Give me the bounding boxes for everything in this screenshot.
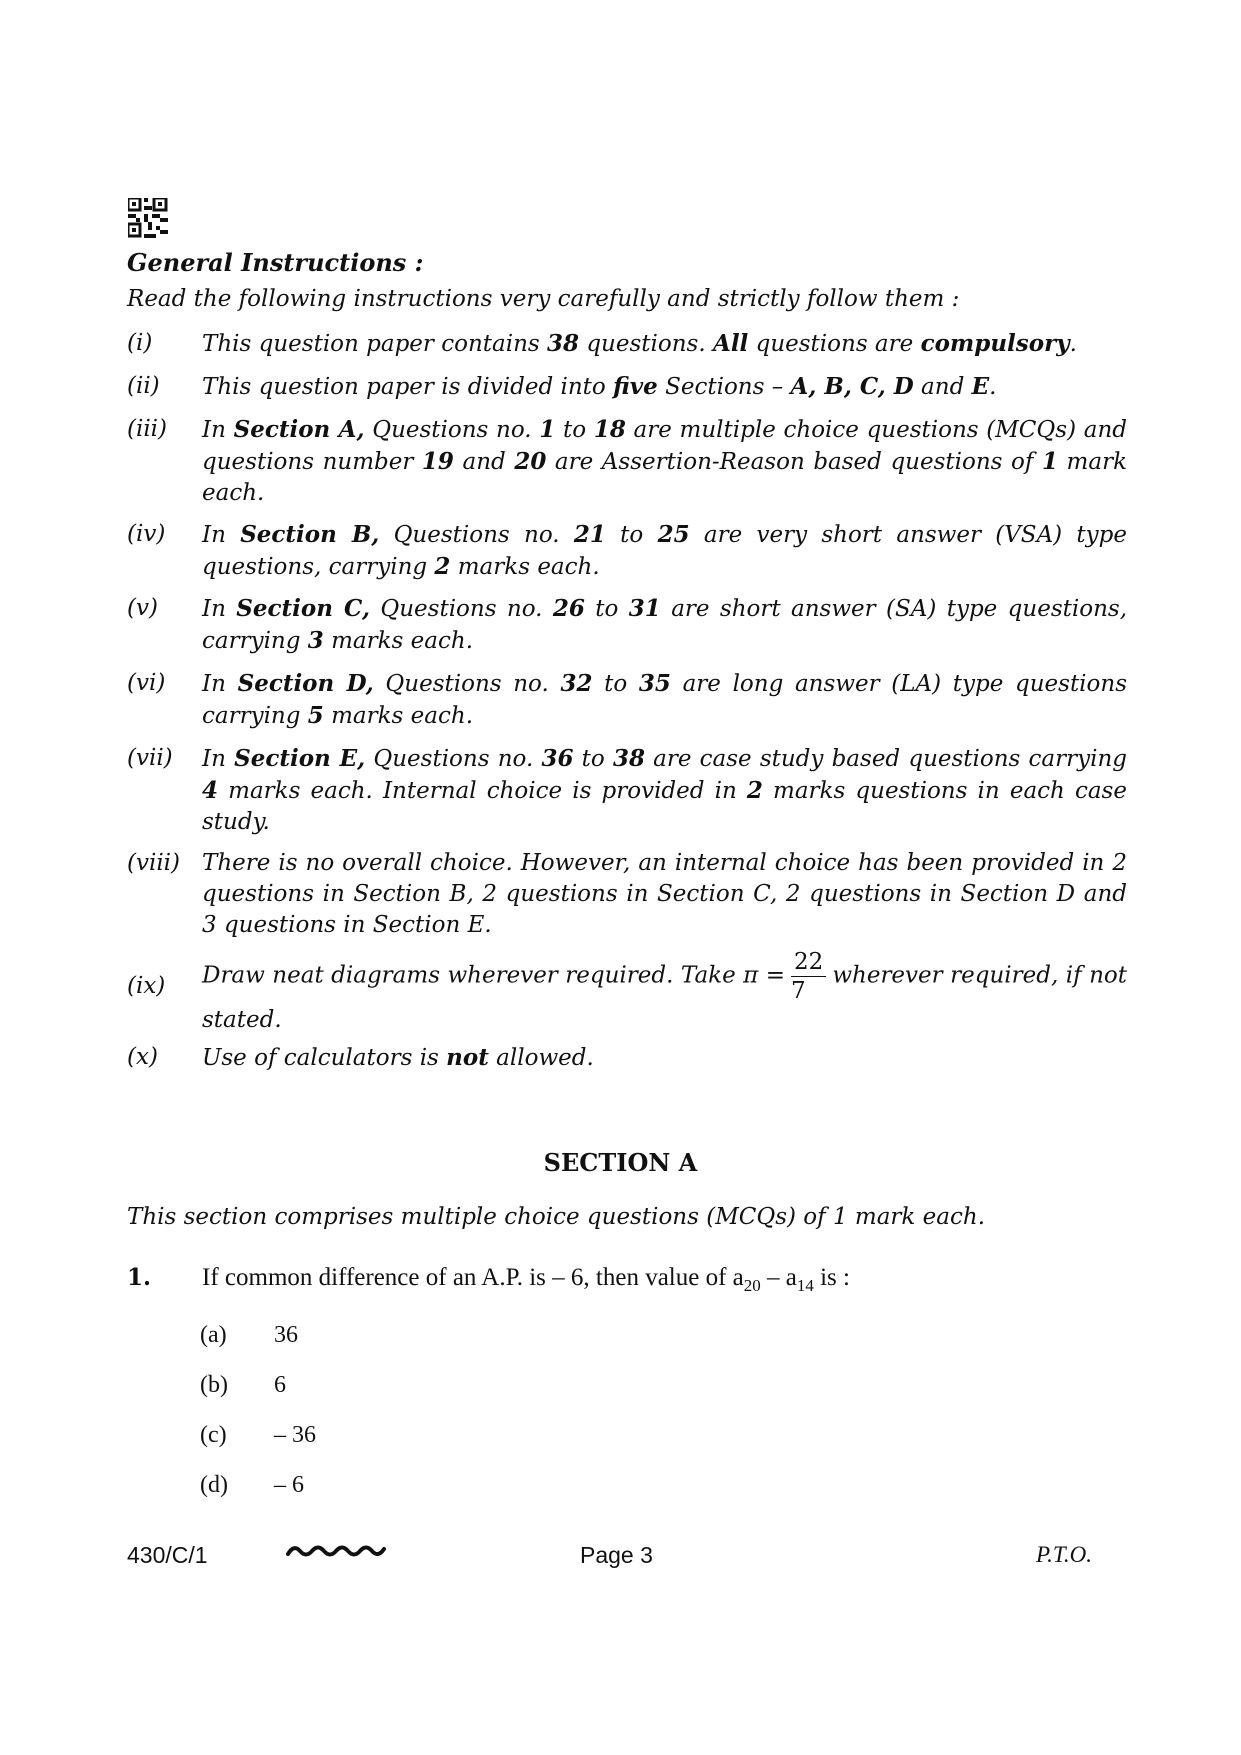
instruction-text: In Section A, Questions no. 1 to 18 are multiple choice questions (MCQs) and questions number 19 and 20 are Assertion-Reason based questions of 1 mark each. <box>202 416 1128 506</box>
instruction-text: This question paper contains 38 questions. All questions are compulsory. <box>202 330 1077 357</box>
instruction-number: (x) <box>127 1044 158 1070</box>
section-lead: This section comprises multiple choice questions (MCQs) of 1 mark each. <box>127 1204 986 1230</box>
section-title: SECTION A <box>543 1148 698 1177</box>
instruction-item <box>127 668 1127 732</box>
pi-fraction: $\frac{22}{7}$ <box>791 948 826 1005</box>
option-a: (a) 36 <box>200 1322 298 1348</box>
page-number: Page 3 <box>580 1542 653 1568</box>
instruction-item <box>127 371 1127 403</box>
instruction-item <box>127 414 1127 509</box>
instructions-lead: Read the following instructions very carefully and strictly follow them : <box>127 286 960 312</box>
instruction-text: Use of calculators is not allowed. <box>202 1044 594 1071</box>
instruction-number: (vii) <box>127 745 173 771</box>
instruction-item <box>127 743 1127 838</box>
option-b: (b) 6 <box>200 1372 286 1398</box>
instruction-item <box>127 848 1127 941</box>
instruction-text: In Section D, Questions no. 32 to 35 are long answer (LA) type questions carrying 5 marks each. <box>202 670 1128 729</box>
instruction-number: (i) <box>127 330 153 356</box>
instruction-item <box>127 593 1127 657</box>
instruction-text: In Section E, Questions no. 36 to 38 are case study based questions carrying 4 marks each. Internal choice is provided in 2 marks questions in each case study. <box>202 745 1128 835</box>
instruction-item <box>127 328 1127 360</box>
instruction-text: There is no overall choice. However, an internal choice has been provided in 2 questions in Section B, 2 questions in Section C, 2 questions in Section D and 3 questions in Section E. <box>202 850 1127 938</box>
instruction-number: (vi) <box>127 670 166 696</box>
instruction-text: Draw neat diagrams wherever required. Take π = $\frac{22}{7}$ wherever required, if not stated. <box>202 949 1127 1033</box>
pto-label: P.T.O. <box>1036 1542 1093 1567</box>
question-number: 1. <box>127 1264 152 1291</box>
instruction-item <box>127 948 1127 1036</box>
option-d: (d) – 6 <box>200 1472 304 1498</box>
instruction-number: (viii) <box>127 850 181 876</box>
instruction-number: (iv) <box>127 521 166 547</box>
instruction-number: (ii) <box>127 373 160 399</box>
instruction-number: (iii) <box>127 416 168 442</box>
option-c: (c) – 36 <box>200 1422 316 1448</box>
instruction-text: In Section C, Questions no. 26 to 31 are short answer (SA) type questions, carrying 3 marks each. <box>202 595 1128 654</box>
instruction-text: In Section B, Questions no. 21 to 25 are very short answer (VSA) type questions, carrying 2 marks each. <box>202 521 1128 580</box>
instruction-text: This question paper is divided into five Sections – A, B, C, D and E. <box>202 373 997 400</box>
instruction-number: (ix) <box>127 973 166 999</box>
instruction-item <box>127 1042 1127 1074</box>
instruction-item <box>127 519 1127 583</box>
qr-code-icon <box>128 198 168 238</box>
general-instructions-heading: General Instructions : <box>127 248 424 277</box>
paper-code: 430/C/1 <box>127 1542 208 1568</box>
instruction-number: (v) <box>127 595 158 621</box>
wave-ornament-icon <box>286 1540 386 1562</box>
question-text: If common difference of an A.P. is – 6, then value of $a_{20} - a_{14}$ is : <box>202 1264 850 1295</box>
